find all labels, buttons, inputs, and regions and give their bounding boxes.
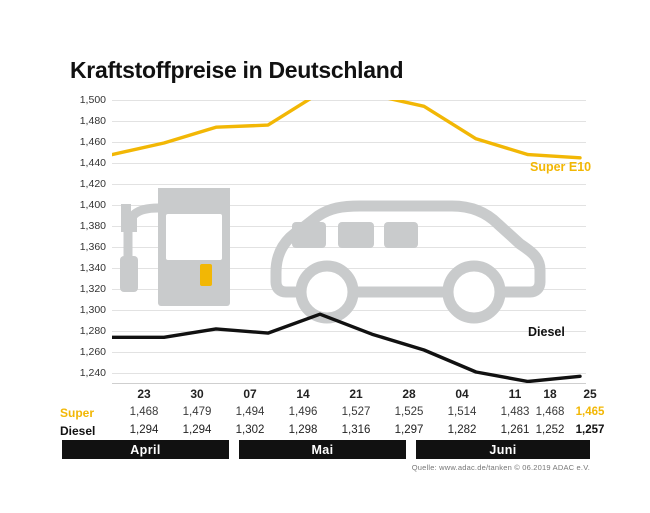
cell-super: 1,494	[235, 406, 265, 418]
y-axis-labels	[60, 94, 106, 383]
cell-super: 1,525	[394, 406, 424, 418]
y-tick: 1,460	[79, 136, 106, 148]
source-note: Quelle: www.adac.de/tanken © 06.2019 ADAC e.V.	[411, 463, 590, 472]
cell-diesel: 1,316	[341, 424, 371, 436]
cell-super: 1,468	[129, 406, 159, 418]
cell-diesel: 1,261	[500, 424, 530, 436]
cell-super: 1,465	[575, 406, 605, 418]
cell-diesel: 1,252	[535, 424, 565, 436]
cell-super: 1,479	[182, 406, 212, 418]
y-tick: 1,380	[79, 220, 106, 232]
y-tick: 1,400	[79, 199, 106, 211]
y-tick: 1,500	[79, 94, 106, 106]
y-tick: 1,480	[79, 115, 106, 127]
cell-super: 1,483	[500, 406, 530, 418]
cell-super: 1,468	[535, 406, 565, 418]
month-bar-april: April	[62, 440, 229, 459]
month-bar-juni: Juni	[416, 440, 590, 459]
cell-super: 1,527	[341, 406, 371, 418]
table-col-date: 30	[190, 387, 204, 401]
y-tick: 1,300	[79, 304, 106, 316]
table-col-date: 18	[543, 387, 557, 401]
cell-diesel: 1,297	[394, 424, 424, 436]
table-col-date: 23	[137, 387, 151, 401]
y-tick: 1,440	[79, 157, 106, 169]
page-title: Kraftstoffpreise in Deutschland	[70, 57, 404, 83]
y-tick: 1,360	[79, 241, 106, 253]
y-tick: 1,340	[79, 262, 106, 274]
cell-super: 1,514	[447, 406, 477, 418]
table-row-label-diesel: Diesel	[60, 424, 96, 438]
month-bar-mai: Mai	[239, 440, 406, 459]
table-col-date: 04	[455, 387, 469, 401]
y-tick: 1,260	[79, 346, 106, 358]
table-col-date: 28	[402, 387, 416, 401]
table-row-label-super: Super	[60, 406, 95, 420]
series-label-super: Super E10	[530, 160, 592, 174]
table-col-date: 21	[349, 387, 363, 401]
cell-diesel: 1,257	[575, 424, 605, 436]
chart-series	[112, 100, 586, 383]
table-col-date: 07	[243, 387, 257, 401]
series-super-e10	[112, 100, 580, 158]
series-label-diesel: Diesel	[528, 325, 565, 339]
cell-diesel: 1,302	[235, 424, 265, 436]
y-tick: 1,240	[79, 367, 106, 379]
series-diesel	[112, 314, 580, 381]
month-bars	[62, 440, 590, 459]
cell-diesel: 1,282	[447, 424, 477, 436]
table-col-date: 25	[583, 387, 597, 401]
cell-diesel: 1,298	[288, 424, 318, 436]
y-tick: 1,320	[79, 283, 106, 295]
cell-diesel: 1,294	[129, 424, 159, 436]
table-col-date: 14	[296, 387, 310, 401]
cell-super: 1,496	[288, 406, 318, 418]
table-col-date: 11	[508, 387, 522, 401]
cell-diesel: 1,294	[182, 424, 212, 436]
y-tick: 1,280	[79, 325, 106, 337]
table-header-dates	[60, 387, 597, 403]
y-tick: 1,420	[79, 178, 106, 190]
